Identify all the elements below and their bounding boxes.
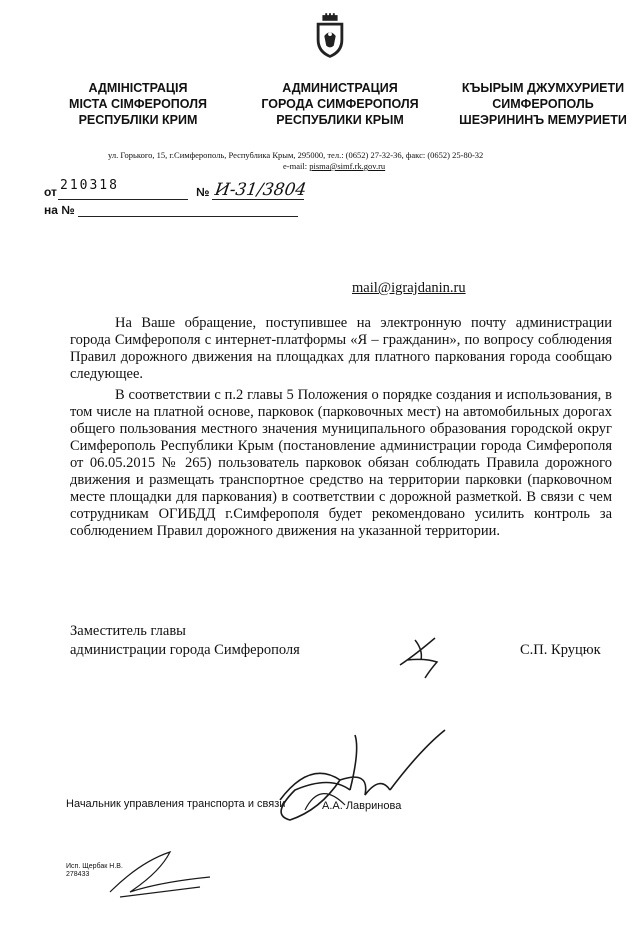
ref-underline bbox=[78, 216, 298, 217]
email-line bbox=[283, 161, 385, 172]
header-crimean-tatar: КЪЫРЫМ ДЖУМХУРИЕТИ СИМФЕРОПОЛЬ ШЕЭРИНИНЪ МЕМУРИЕТИ bbox=[459, 81, 627, 127]
email-label: e-mail: bbox=[283, 161, 310, 171]
number-underline bbox=[212, 199, 304, 200]
signer-position: Заместитель главы администрации города Симферополя bbox=[70, 623, 300, 658]
registration-date: 210318 bbox=[60, 178, 119, 193]
letter-body bbox=[70, 315, 612, 540]
executor-initial bbox=[100, 842, 220, 902]
number-label: № bbox=[196, 185, 210, 199]
body-paragraph: В соответствии с п.2 главы 5 Положения о порядке создания и использования, в том числе на платной основе, парковок (парковочных мест) на автомобильных дорогах общего пользования местного значения муниципального образования городской округ Симферополь Республики Крым (постановление администрации города Симферополя от 06.05.2015 № 265) пользователь парковок обязан соблюдать Правила дорожного движения и размещать транспортное средство на территории парковки (парковочном месте площадки для паркования) в соответствии с дорожной разметкой. В связи с чем сотрудникам ОГИБДД г.Симферополя будет рекомендовано усилить контроль за соблюдением Правил дорожного движения на указанной территории. bbox=[70, 387, 612, 539]
registration-number: И-31/3804 bbox=[213, 180, 308, 200]
signature-mark bbox=[395, 630, 455, 680]
header-russian: АДМИНИСТРАЦИЯ ГОРОДА СИМФЕРОПОЛЯ РЕСПУБЛИКИ КРЫМ bbox=[261, 81, 419, 127]
email-link[interactable]: pisma@simf.rk.gov.ru bbox=[309, 161, 386, 171]
approval-signature bbox=[250, 720, 450, 840]
recipient-email[interactable]: mail@igrajdanin.ru bbox=[352, 280, 466, 296]
emblem-icon bbox=[311, 10, 349, 62]
date-underline bbox=[58, 199, 188, 200]
approval-position: Начальник управления транспорта и связи bbox=[66, 798, 286, 810]
from-label: от bbox=[44, 185, 57, 199]
to-label: на № bbox=[44, 203, 75, 217]
executor-name: Исп. Щербак Н.В. bbox=[66, 863, 123, 870]
body-paragraph: На Ваше обращение, поступившее на электронную почту администрации города Симферополя с интернет-платформы «Я – гражданин», по вопросу соблюдения Правил дорожного движения на площадках для платного паркования города сообщаю следующее. bbox=[70, 315, 612, 382]
address-line: ул. Горького, 15, г.Симферополь, Республика Крым, 295000, тел.: (0652) 27-32-36, факс: (0652) 25-80-32 bbox=[108, 150, 484, 160]
executor-phone: 278433 bbox=[66, 871, 90, 878]
signer-name: С.П. Круцюк bbox=[520, 642, 601, 658]
approval-name: А.А. Лавринова bbox=[322, 800, 402, 812]
header-ukrainian: АДМІНІСТРАЦІЯ МІСТА СІМФЕРОПОЛЯ РЕСПУБЛІКИ КРИМ bbox=[69, 81, 207, 127]
